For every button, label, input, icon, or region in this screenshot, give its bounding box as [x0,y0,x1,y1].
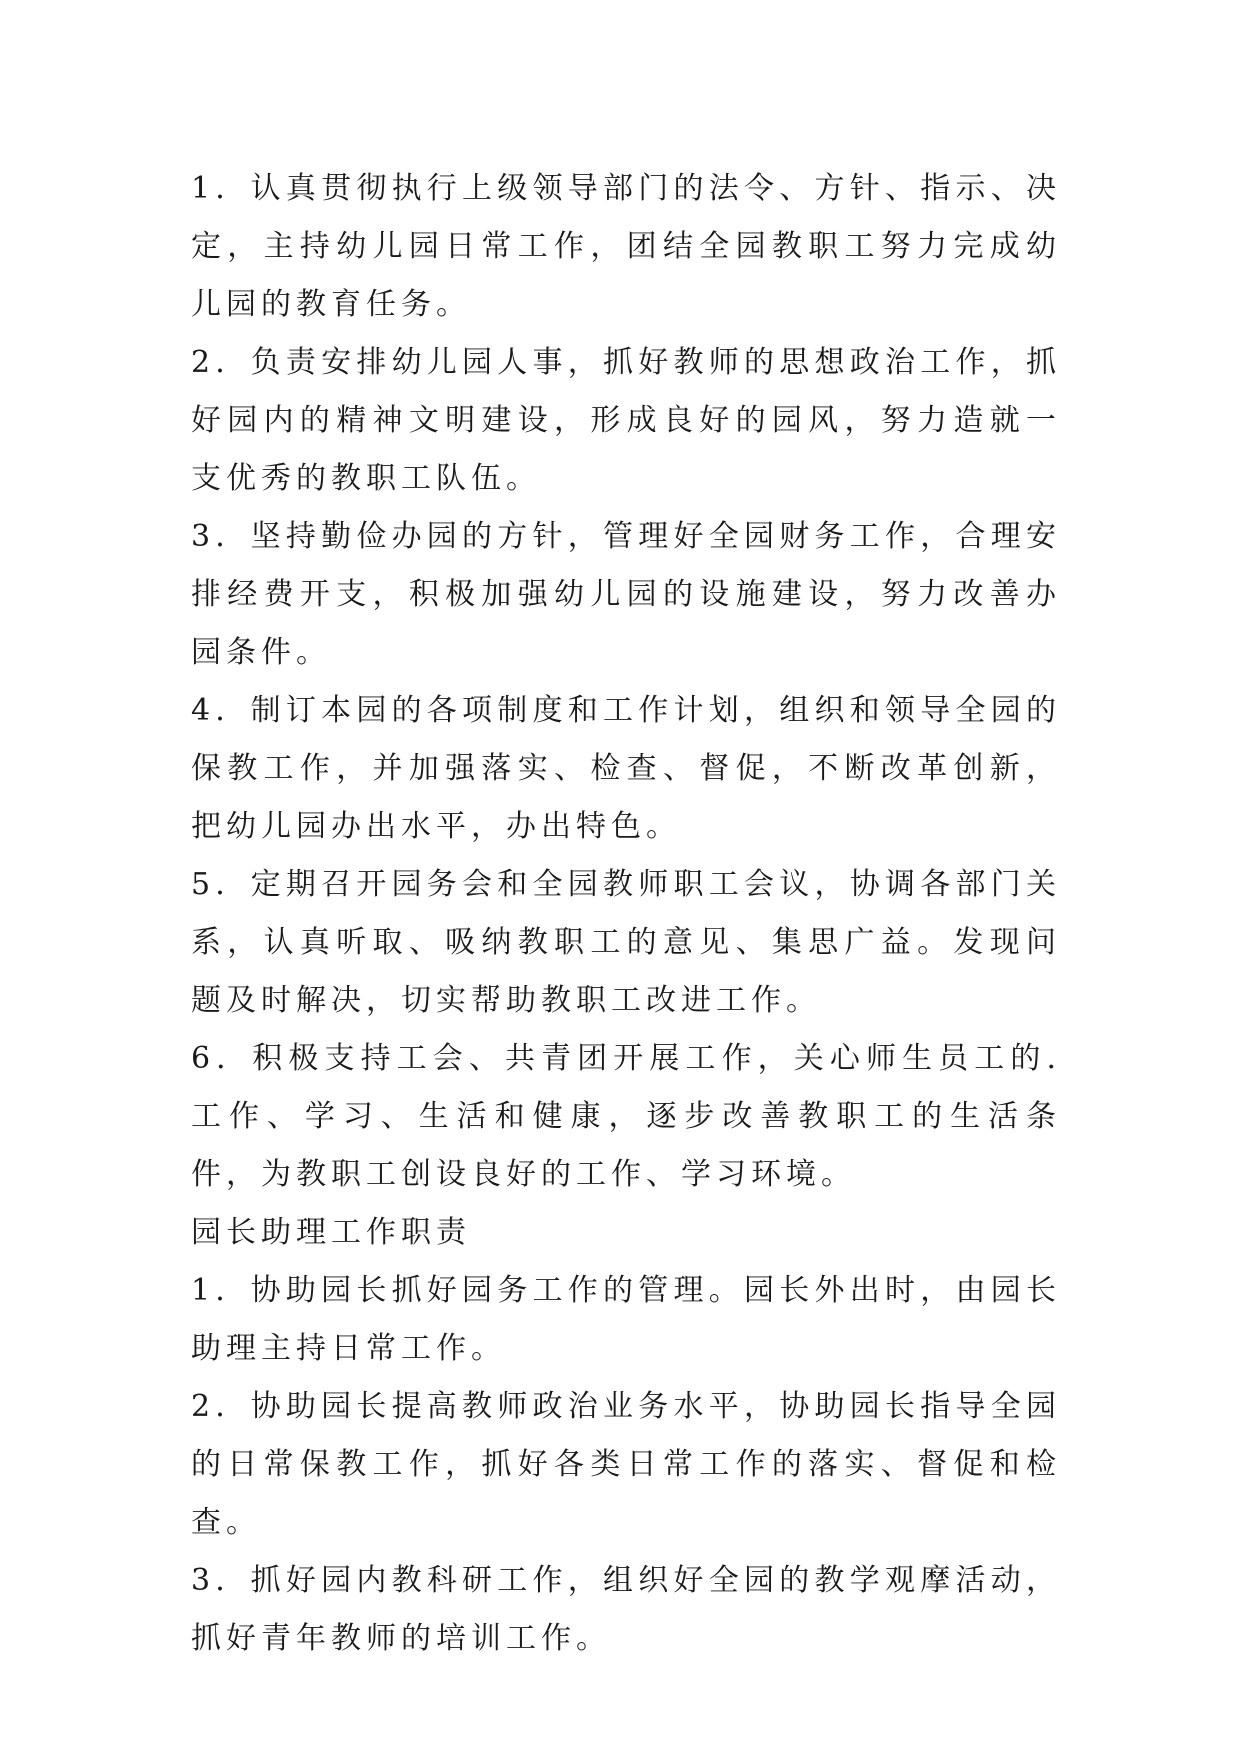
paragraph-director-duty-5: 5．定期召开园务会和全园教师职工会议，协调各部门关系，认真听取、吸纳教职工的意见、集思广益。发现问题及时解决，切实帮助教职工改进工作。 [191,867,1061,1018]
paragraph-assistant-duty-1: 1．协助园长抓好园务工作的管理。园长外出时，由园长助理主持日常工作。 [191,1273,1061,1366]
paragraph-director-duty-1: 1．认真贯彻执行上级领导部门的法令、方针、指示、决定，主持幼儿园日常工作，团结全园教职工努力完成幼儿园的教育任务。 [191,171,1061,322]
document-body [191,160,1061,1668]
paragraph-assistant-duty-3: 3．抓好园内教科研工作，组织好全园的教学观摩活动，抓好青年教师的培训工作。 [191,1563,1061,1656]
section-heading: 园长助理工作职责 [191,1215,471,1250]
paragraph-director-duty-3: 3．坚持勤俭办园的方针，管理好全园财务工作，合理安排经费开支，积极加强幼儿园的设施建设，努力改善办园条件。 [191,519,1061,670]
paragraph-director-duty-2: 2．负责安排幼儿园人事，抓好教师的思想政治工作，抓好园内的精神文明建设，形成良好的园风，努力造就一支优秀的教职工队伍。 [191,345,1061,496]
paragraph-assistant-duty-2: 2．协助园长提高教师政治业务水平，协助园长指导全园的日常保教工作，抓好各类日常工作的落实、督促和检查。 [191,1389,1061,1540]
paragraph-director-duty-4: 4．制订本园的各项制度和工作计划，组织和领导全园的保教工作，并加强落实、检查、督促，不断改革创新，把幼儿园办出水平，办出特色。 [191,693,1061,844]
paragraph-director-duty-6: 6．积极支持工会、共青团开展工作，关心师生员工的.工作、学习、生活和健康，逐步改善教职工的生活条件，为教职工创设良好的工作、学习环境。 [191,1041,1061,1192]
